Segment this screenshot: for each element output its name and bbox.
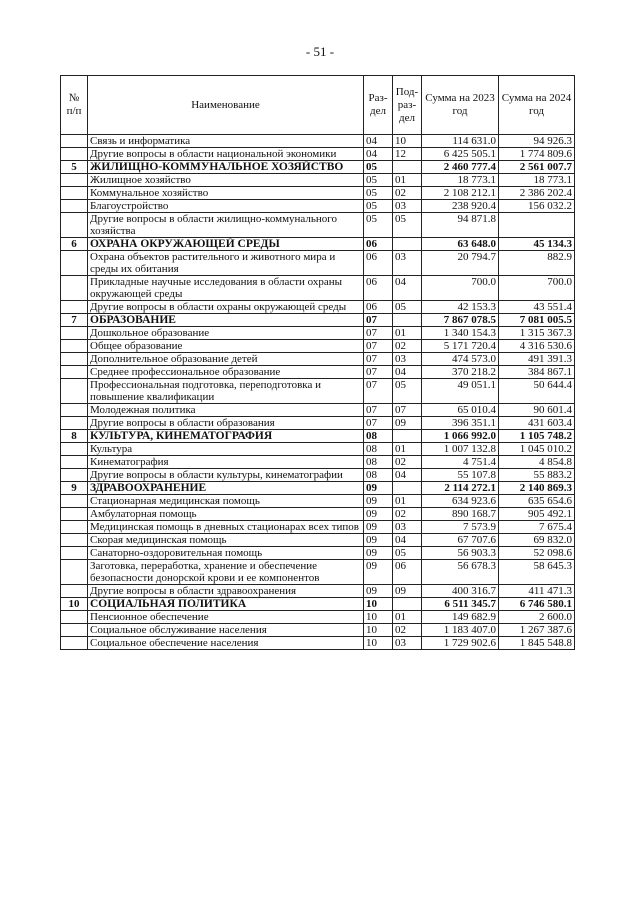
cell-name: ОХРАНА ОКРУЖАЮЩЕЙ СРЕДЫ: [88, 238, 364, 251]
cell-num: [61, 213, 88, 238]
cell-subsection: 02: [393, 456, 422, 469]
table-row: [61, 327, 575, 340]
cell-subsection: 03: [393, 637, 422, 650]
table-row: [61, 238, 575, 251]
cell-subsection: 01: [393, 611, 422, 624]
cell-sum-2023: 49 051.1: [422, 379, 499, 404]
cell-section: 09: [364, 482, 393, 495]
cell-sum-2023: 56 903.3: [422, 547, 499, 560]
cell-sum-2024: 7 675.4: [499, 521, 575, 534]
page-number: - 51 -: [305, 44, 335, 59]
cell-subsection: [393, 430, 422, 443]
cell-sum-2024: 55 883.2: [499, 469, 575, 482]
cell-num: [61, 624, 88, 637]
cell-name: Другие вопросы в области национальной экономики: [88, 148, 364, 161]
cell-num: [61, 200, 88, 213]
cell-name: Другие вопросы в области образования: [88, 417, 364, 430]
cell-sum-2023: 1 183 407.0: [422, 624, 499, 637]
cell-num: 9: [61, 482, 88, 495]
table-row: [61, 340, 575, 353]
cell-sum-2023: 2 460 777.4: [422, 161, 499, 174]
cell-section: 07: [364, 417, 393, 430]
cell-sum-2024: 1 845 548.8: [499, 637, 575, 650]
cell-section: 09: [364, 495, 393, 508]
cell-num: [61, 456, 88, 469]
cell-section: 10: [364, 637, 393, 650]
cell-num: [61, 251, 88, 276]
cell-num: 6: [61, 238, 88, 251]
cell-subsection: [393, 161, 422, 174]
cell-name: Другие вопросы в области охраны окружающей среды: [88, 301, 364, 314]
cell-name: КУЛЬТУРА, КИНЕМАТОГРАФИЯ: [88, 430, 364, 443]
cell-name: Кинематография: [88, 456, 364, 469]
cell-sum-2023: 1 340 154.3: [422, 327, 499, 340]
cell-sum-2024: 6 746 580.1: [499, 598, 575, 611]
cell-subsection: 09: [393, 417, 422, 430]
table-row: [61, 482, 575, 495]
cell-name: СОЦИАЛЬНАЯ ПОЛИТИКА: [88, 598, 364, 611]
cell-num: [61, 637, 88, 650]
cell-num: [61, 327, 88, 340]
cell-sum-2023: 370 218.2: [422, 366, 499, 379]
table-row: [61, 508, 575, 521]
cell-subsection: 04: [393, 469, 422, 482]
cell-subsection: 05: [393, 547, 422, 560]
cell-name: Профессиональная подготовка, переподготовка и повышение квалификации: [88, 379, 364, 404]
cell-sum-2023: 149 682.9: [422, 611, 499, 624]
cell-section: 09: [364, 560, 393, 585]
header-sum-2024: Сумма на 2024 год: [499, 76, 575, 135]
table-row: [61, 301, 575, 314]
cell-num: [61, 340, 88, 353]
cell-section: 05: [364, 174, 393, 187]
cell-sum-2024: 700.0: [499, 276, 575, 301]
cell-section: 10: [364, 611, 393, 624]
cell-section: 07: [364, 340, 393, 353]
cell-section: 07: [364, 314, 393, 327]
cell-sum-2024: [499, 213, 575, 238]
cell-num: [61, 521, 88, 534]
cell-sum-2023: 7 573.9: [422, 521, 499, 534]
cell-sum-2023: 1 007 132.8: [422, 443, 499, 456]
cell-section: 09: [364, 547, 393, 560]
cell-sum-2024: 43 551.4: [499, 301, 575, 314]
cell-section: 06: [364, 251, 393, 276]
table-row: [61, 534, 575, 547]
cell-name: Дополнительное образование детей: [88, 353, 364, 366]
cell-name: Стационарная медицинская помощь: [88, 495, 364, 508]
table-row: [61, 495, 575, 508]
cell-sum-2024: 58 645.3: [499, 560, 575, 585]
cell-num: [61, 560, 88, 585]
cell-sum-2024: 411 471.3: [499, 585, 575, 598]
cell-sum-2023: 42 153.3: [422, 301, 499, 314]
cell-subsection: 09: [393, 585, 422, 598]
table-row: [61, 366, 575, 379]
cell-section: 09: [364, 508, 393, 521]
cell-sum-2024: 45 134.3: [499, 238, 575, 251]
table-row: [61, 598, 575, 611]
cell-subsection: 12: [393, 148, 422, 161]
header-name: Наименование: [88, 76, 364, 135]
cell-section: 05: [364, 200, 393, 213]
table-row: [61, 161, 575, 174]
cell-section: 05: [364, 213, 393, 238]
cell-section: 08: [364, 456, 393, 469]
cell-sum-2023: 890 168.7: [422, 508, 499, 521]
cell-section: 07: [364, 366, 393, 379]
header-sum-2023: Сумма на 2023 год: [422, 76, 499, 135]
cell-num: [61, 366, 88, 379]
cell-subsection: [393, 598, 422, 611]
cell-name: Коммунальное хозяйство: [88, 187, 364, 200]
cell-subsection: 04: [393, 276, 422, 301]
cell-subsection: 01: [393, 495, 422, 508]
cell-section: 05: [364, 187, 393, 200]
cell-section: 07: [364, 327, 393, 340]
cell-subsection: 03: [393, 521, 422, 534]
cell-name: Санаторно-оздоровительная помощь: [88, 547, 364, 560]
cell-section: 07: [364, 404, 393, 417]
cell-subsection: 02: [393, 624, 422, 637]
cell-subsection: 02: [393, 187, 422, 200]
cell-num: [61, 404, 88, 417]
cell-name: Среднее профессиональное образование: [88, 366, 364, 379]
cell-name: Социальное обеспечение населения: [88, 637, 364, 650]
cell-name: Жилищное хозяйство: [88, 174, 364, 187]
cell-subsection: 07: [393, 404, 422, 417]
cell-num: [61, 508, 88, 521]
cell-subsection: 01: [393, 443, 422, 456]
cell-num: [61, 353, 88, 366]
cell-sum-2023: 474 573.0: [422, 353, 499, 366]
cell-sum-2024: 384 867.1: [499, 366, 575, 379]
table-row: [61, 637, 575, 650]
cell-name: Общее образование: [88, 340, 364, 353]
cell-sum-2023: 67 707.6: [422, 534, 499, 547]
table-body: [61, 135, 575, 650]
cell-sum-2024: 50 644.4: [499, 379, 575, 404]
cell-sum-2023: 65 010.4: [422, 404, 499, 417]
cell-num: [61, 611, 88, 624]
cell-name: Дошкольное образование: [88, 327, 364, 340]
cell-sum-2024: 7 081 005.5: [499, 314, 575, 327]
cell-name: Охрана объектов растительного и животного мира и среды их обитания: [88, 251, 364, 276]
cell-subsection: 01: [393, 174, 422, 187]
cell-sum-2024: 52 098.6: [499, 547, 575, 560]
header-section: Раз-дел: [364, 76, 393, 135]
cell-num: 5: [61, 161, 88, 174]
cell-subsection: [393, 482, 422, 495]
cell-sum-2024: 4 854.8: [499, 456, 575, 469]
table-row: [61, 456, 575, 469]
cell-name: Благоустройство: [88, 200, 364, 213]
table-row: [61, 379, 575, 404]
cell-sum-2024: 2 561 007.7: [499, 161, 575, 174]
cell-name: Пенсионное обеспечение: [88, 611, 364, 624]
cell-num: [61, 534, 88, 547]
cell-sum-2024: 1 267 387.6: [499, 624, 575, 637]
table-row: [61, 469, 575, 482]
cell-sum-2023: 63 648.0: [422, 238, 499, 251]
table-row: [61, 276, 575, 301]
cell-sum-2024: 156 032.2: [499, 200, 575, 213]
cell-sum-2024: 1 045 010.2: [499, 443, 575, 456]
cell-section: 06: [364, 301, 393, 314]
cell-section: 06: [364, 238, 393, 251]
cell-subsection: 01: [393, 327, 422, 340]
cell-num: [61, 547, 88, 560]
cell-name: Молодежная политика: [88, 404, 364, 417]
cell-subsection: 05: [393, 379, 422, 404]
table-row: [61, 314, 575, 327]
cell-sum-2023: 700.0: [422, 276, 499, 301]
cell-name: Заготовка, переработка, хранение и обеспечение безопасности донорской крови и ее компонентов: [88, 560, 364, 585]
budget-table: [60, 75, 575, 650]
cell-name: Медицинская помощь в дневных стационарах всех типов: [88, 521, 364, 534]
cell-num: [61, 495, 88, 508]
cell-sum-2024: 69 832.0: [499, 534, 575, 547]
cell-name: Прикладные научные исследования в области охраны окружающей среды: [88, 276, 364, 301]
table-row: [61, 404, 575, 417]
table-row: [61, 521, 575, 534]
cell-name: Другие вопросы в области жилищно-коммунального хозяйства: [88, 213, 364, 238]
cell-sum-2023: 2 108 212.1: [422, 187, 499, 200]
cell-section: 04: [364, 148, 393, 161]
cell-num: [61, 443, 88, 456]
cell-sum-2024: 2 600.0: [499, 611, 575, 624]
cell-sum-2024: 431 603.4: [499, 417, 575, 430]
cell-section: 10: [364, 624, 393, 637]
cell-sum-2024: 2 140 869.3: [499, 482, 575, 495]
cell-sum-2023: 18 773.1: [422, 174, 499, 187]
header-num: № п/п: [61, 76, 88, 135]
cell-subsection: 03: [393, 200, 422, 213]
cell-subsection: 06: [393, 560, 422, 585]
cell-section: 08: [364, 443, 393, 456]
cell-name: Амбулаторная помощь: [88, 508, 364, 521]
cell-section: 05: [364, 161, 393, 174]
cell-sum-2024: 4 316 530.6: [499, 340, 575, 353]
table-row: [61, 174, 575, 187]
cell-num: [61, 417, 88, 430]
cell-sum-2023: 94 871.8: [422, 213, 499, 238]
cell-sum-2024: 635 654.6: [499, 495, 575, 508]
table-header-row: [61, 76, 575, 135]
cell-num: [61, 301, 88, 314]
cell-name: Социальное обслуживание населения: [88, 624, 364, 637]
cell-section: 09: [364, 521, 393, 534]
cell-subsection: 03: [393, 353, 422, 366]
table-row: [61, 560, 575, 585]
table-row: [61, 585, 575, 598]
table-row: [61, 611, 575, 624]
cell-subsection: 02: [393, 340, 422, 353]
cell-section: 10: [364, 598, 393, 611]
cell-num: 8: [61, 430, 88, 443]
cell-name: Скорая медицинская помощь: [88, 534, 364, 547]
cell-sum-2024: 905 492.1: [499, 508, 575, 521]
cell-section: 07: [364, 353, 393, 366]
cell-sum-2023: 5 171 720.4: [422, 340, 499, 353]
cell-sum-2023: 1 729 902.6: [422, 637, 499, 650]
cell-subsection: [393, 314, 422, 327]
cell-sum-2024: 1 105 748.2: [499, 430, 575, 443]
cell-num: [61, 379, 88, 404]
cell-num: 7: [61, 314, 88, 327]
cell-sum-2023: 55 107.8: [422, 469, 499, 482]
cell-subsection: [393, 238, 422, 251]
cell-sum-2024: 90 601.4: [499, 404, 575, 417]
cell-name: ЗДРАВООХРАНЕНИЕ: [88, 482, 364, 495]
cell-name: Культура: [88, 443, 364, 456]
cell-num: 10: [61, 598, 88, 611]
cell-sum-2024: 94 926.3: [499, 135, 575, 148]
cell-sum-2023: 6 425 505.1: [422, 148, 499, 161]
cell-subsection: 03: [393, 251, 422, 276]
cell-section: 06: [364, 276, 393, 301]
table-row: [61, 353, 575, 366]
table-row: [61, 417, 575, 430]
cell-sum-2024: 1 774 809.6: [499, 148, 575, 161]
cell-section: 04: [364, 135, 393, 148]
cell-num: [61, 148, 88, 161]
cell-sum-2023: 1 066 992.0: [422, 430, 499, 443]
cell-name: Другие вопросы в области культуры, кинематографии: [88, 469, 364, 482]
cell-section: 09: [364, 534, 393, 547]
cell-sum-2023: 56 678.3: [422, 560, 499, 585]
cell-sum-2024: 2 386 202.4: [499, 187, 575, 200]
cell-name: Другие вопросы в области здравоохранения: [88, 585, 364, 598]
cell-subsection: 02: [393, 508, 422, 521]
cell-num: [61, 174, 88, 187]
cell-num: [61, 276, 88, 301]
cell-sum-2024: 18 773.1: [499, 174, 575, 187]
cell-sum-2023: 114 631.0: [422, 135, 499, 148]
table-row: [61, 443, 575, 456]
cell-sum-2023: 4 751.4: [422, 456, 499, 469]
table-row: [61, 187, 575, 200]
cell-sum-2024: 882.9: [499, 251, 575, 276]
cell-sum-2023: 238 920.4: [422, 200, 499, 213]
cell-section: 07: [364, 379, 393, 404]
cell-section: 09: [364, 585, 393, 598]
cell-sum-2023: 396 351.1: [422, 417, 499, 430]
cell-name: ОБРАЗОВАНИЕ: [88, 314, 364, 327]
table-row: [61, 624, 575, 637]
header-subsection: Под-раз-дел: [393, 76, 422, 135]
cell-sum-2023: 6 511 345.7: [422, 598, 499, 611]
cell-subsection: 05: [393, 213, 422, 238]
cell-sum-2023: 2 114 272.1: [422, 482, 499, 495]
cell-num: [61, 135, 88, 148]
table-row: [61, 135, 575, 148]
table-row: [61, 148, 575, 161]
cell-sum-2023: 20 794.7: [422, 251, 499, 276]
cell-section: 08: [364, 430, 393, 443]
cell-name: ЖИЛИЩНО-КОММУНАЛЬНОЕ ХОЗЯЙСТВО: [88, 161, 364, 174]
cell-num: [61, 585, 88, 598]
cell-subsection: 04: [393, 366, 422, 379]
cell-subsection: 05: [393, 301, 422, 314]
cell-sum-2024: 1 315 367.3: [499, 327, 575, 340]
cell-sum-2023: 7 867 078.5: [422, 314, 499, 327]
table-row: [61, 547, 575, 560]
table-row: [61, 213, 575, 238]
table-row: [61, 251, 575, 276]
cell-sum-2024: 491 391.3: [499, 353, 575, 366]
table-row: [61, 200, 575, 213]
cell-num: [61, 187, 88, 200]
table-row: [61, 430, 575, 443]
cell-sum-2023: 400 316.7: [422, 585, 499, 598]
cell-section: 08: [364, 469, 393, 482]
cell-subsection: 04: [393, 534, 422, 547]
cell-sum-2023: 634 923.6: [422, 495, 499, 508]
cell-name: Связь и информатика: [88, 135, 364, 148]
cell-subsection: 10: [393, 135, 422, 148]
cell-num: [61, 469, 88, 482]
